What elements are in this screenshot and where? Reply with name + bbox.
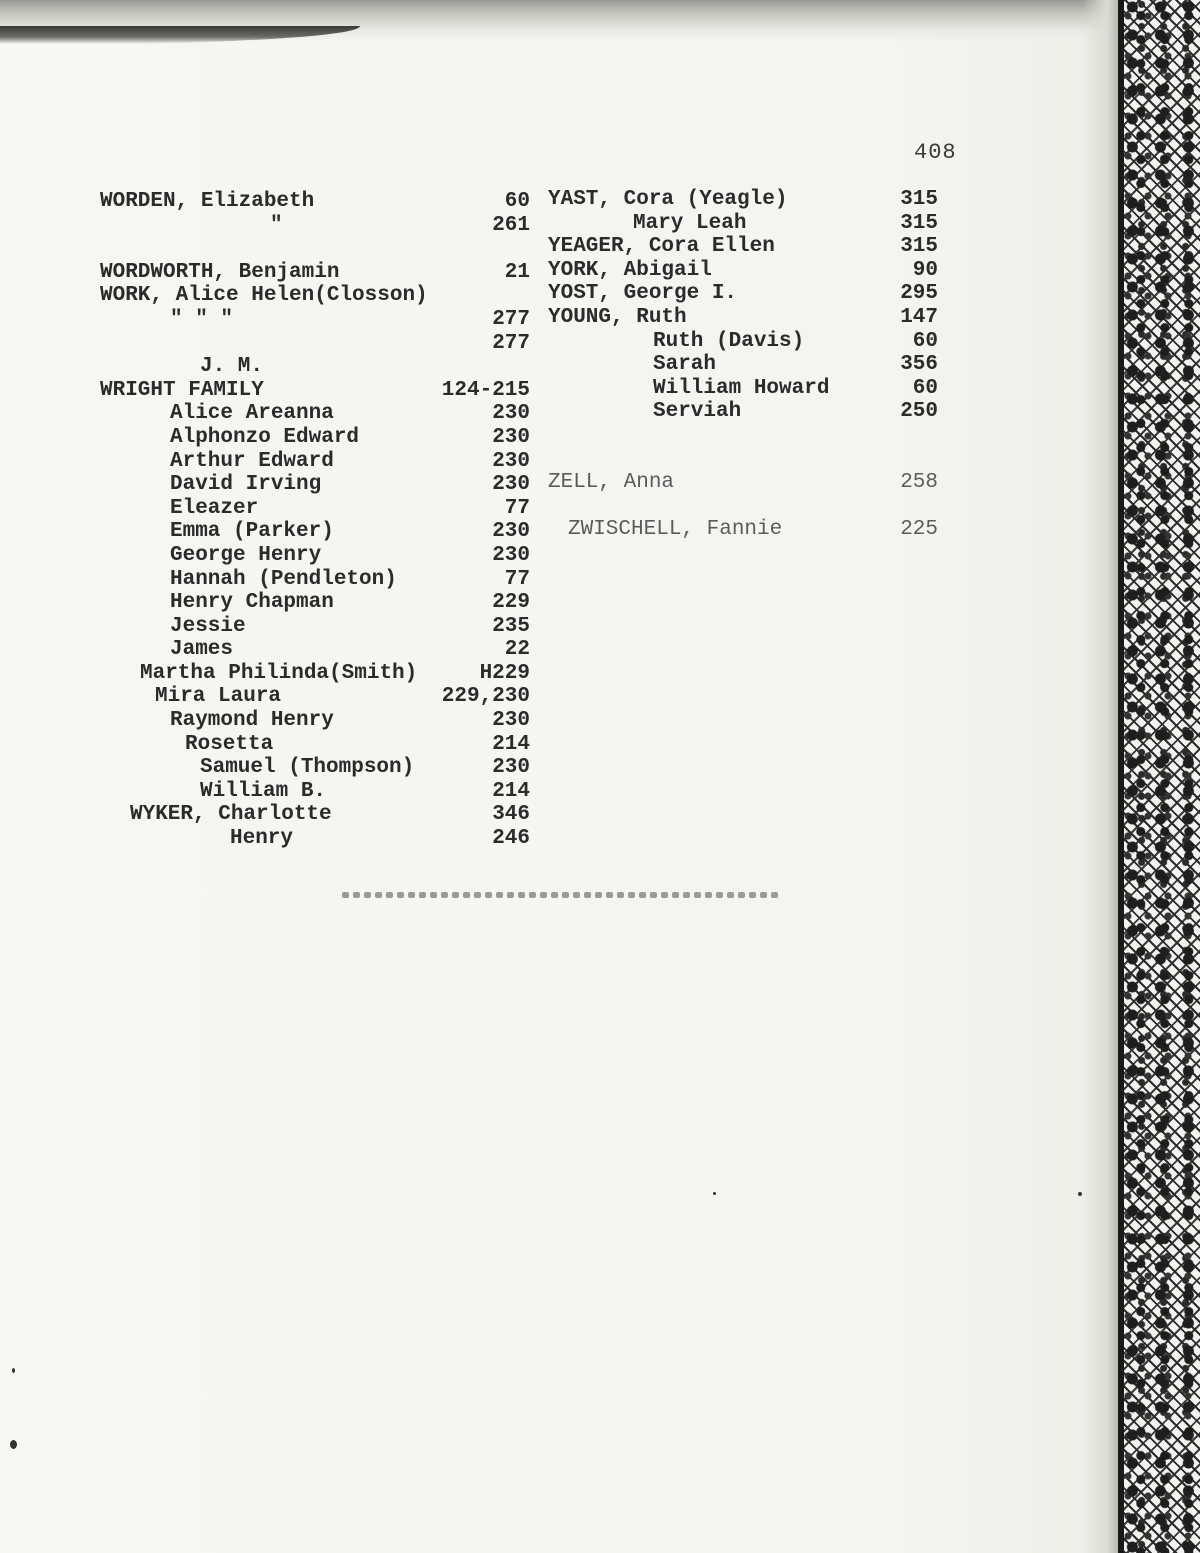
entry-name: Ruth (Davis) <box>653 329 805 353</box>
index-entry <box>548 235 938 259</box>
entry-pages: 261 <box>492 213 530 237</box>
index-entry <box>100 733 530 757</box>
entry-pages: 225 <box>900 518 938 542</box>
index-entry <box>100 591 530 615</box>
entry-name: ZWISCHELL, Fannie <box>568 518 783 542</box>
entry-pages: 214 <box>492 779 530 803</box>
entry-pages: 277 <box>492 331 530 355</box>
entry-pages: 315 <box>900 188 938 211</box>
entry-name: Alphonzo Edward <box>170 425 360 449</box>
entry-name: Henry Chapman <box>170 591 334 615</box>
entry-name: David Irving <box>170 473 322 497</box>
index-entry <box>100 497 530 521</box>
binding-shadow <box>1082 0 1118 1553</box>
ink-speck <box>10 1440 17 1449</box>
index-entry <box>548 424 938 448</box>
entry-name: William Howard <box>653 376 830 400</box>
index-entry <box>100 190 530 214</box>
entry-name: ZELL, Anna <box>548 471 675 495</box>
entry-pages: 230 <box>492 709 530 733</box>
entry-name: Rosetta <box>185 732 274 756</box>
index-entry <box>548 400 938 424</box>
entry-pages: 315 <box>900 235 938 259</box>
entry-pages: 230 <box>492 473 530 497</box>
entry-name: Samuel (Thompson) <box>200 756 415 780</box>
index-entry <box>100 756 530 780</box>
index-entry <box>548 259 938 283</box>
index-column-left <box>100 190 530 851</box>
entry-pages: 346 <box>492 803 530 827</box>
index-entry <box>548 448 938 472</box>
entry-pages: 60 <box>504 190 530 213</box>
entry-pages: 229 <box>492 591 530 615</box>
index-entry <box>548 306 938 330</box>
index-entry <box>100 709 530 733</box>
entry-name: Mira Laura <box>155 685 282 709</box>
entry-pages: 315 <box>900 211 938 235</box>
index-entry <box>548 518 938 542</box>
entry-name: Eleazer <box>170 496 259 520</box>
entry-name: J. M. <box>200 355 264 379</box>
entry-name: Henry <box>230 827 294 851</box>
entry-pages: 147 <box>900 305 938 329</box>
entry-name: Arthur Edward <box>170 449 334 473</box>
faded-typing-mark <box>340 890 780 906</box>
index-entry <box>548 330 938 354</box>
entry-name: WORDWORTH, Benjamin <box>100 260 340 284</box>
index-entry <box>100 638 530 662</box>
entry-pages: H229 <box>479 661 530 685</box>
index-entry <box>548 353 938 377</box>
entry-name: Martha Philinda(Smith) <box>140 661 418 685</box>
entry-pages: 22 <box>504 638 530 662</box>
index-entry <box>100 426 530 450</box>
entry-pages: 230 <box>492 520 530 544</box>
entry-name: YAST, Cora (Yeagle) <box>548 188 788 211</box>
index-entry <box>100 473 530 497</box>
index-entry <box>100 803 530 827</box>
index-entry <box>100 780 530 804</box>
entry-name: WORDEN, Elizabeth <box>100 190 315 213</box>
entry-name: " <box>270 213 283 237</box>
entry-name: YOST, George I. <box>548 282 738 306</box>
entry-pages: 124-215 <box>441 378 530 402</box>
index-entry <box>548 471 938 495</box>
index-entry <box>548 212 938 236</box>
index-entry <box>100 450 530 474</box>
index-column-right <box>548 188 938 542</box>
index-entry <box>100 261 530 285</box>
index-entry <box>100 214 530 238</box>
entry-pages: 295 <box>900 282 938 306</box>
entry-pages: 77 <box>504 567 530 591</box>
entry-pages: 250 <box>900 400 938 424</box>
entry-name: WRIGHT FAMILY <box>100 378 264 402</box>
index-entry <box>100 379 530 403</box>
entry-name: James <box>170 638 234 662</box>
index-entry <box>548 188 938 212</box>
ink-speck <box>713 1192 716 1195</box>
index-entry <box>100 827 530 851</box>
entry-name: YOUNG, Ruth <box>548 305 687 329</box>
entry-pages: 230 <box>492 756 530 780</box>
book-cover-floral-edge <box>1118 0 1200 1553</box>
entry-name: Hannah (Pendleton) <box>170 567 397 591</box>
entry-pages: 277 <box>492 307 530 331</box>
entry-pages: 246 <box>492 827 530 851</box>
ink-speck <box>12 1368 15 1373</box>
entry-name: YORK, Abigail <box>548 258 712 282</box>
entry-name: Mary Leah <box>633 211 747 235</box>
index-entry <box>100 520 530 544</box>
entry-name: William B. <box>200 779 327 803</box>
entry-pages: 77 <box>504 496 530 520</box>
index-entry <box>548 282 938 306</box>
entry-name: Emma (Parker) <box>170 520 334 544</box>
page-number: 408 <box>914 140 957 165</box>
entry-pages: 356 <box>900 353 938 377</box>
index-entry <box>100 284 530 308</box>
entry-name: Jessie <box>170 614 246 638</box>
entry-name: Raymond Henry <box>170 709 334 733</box>
entry-name: Serviah <box>653 400 742 424</box>
index-entry <box>100 568 530 592</box>
entry-pages: 229,230 <box>441 685 530 709</box>
index-entry <box>100 615 530 639</box>
entry-name: Sarah <box>653 353 717 377</box>
entry-pages: 235 <box>492 614 530 638</box>
entry-name: WORK, Alice Helen(Closson) <box>100 284 428 308</box>
index-entry <box>100 662 530 686</box>
entry-pages: 230 <box>492 543 530 567</box>
ink-speck <box>1078 1192 1082 1196</box>
entry-name: " " " <box>170 307 234 331</box>
entry-pages: 60 <box>912 329 938 353</box>
entry-pages: 21 <box>504 260 530 284</box>
entry-pages: 90 <box>912 258 938 282</box>
entry-pages: 214 <box>492 732 530 756</box>
index-entry <box>100 355 530 379</box>
entry-pages: 60 <box>912 376 938 400</box>
entry-pages: 230 <box>492 449 530 473</box>
index-entry <box>548 495 938 519</box>
index-entry <box>100 685 530 709</box>
index-entry <box>100 544 530 568</box>
entry-pages: 230 <box>492 425 530 449</box>
entry-name: WYKER, Charlotte <box>130 803 332 827</box>
index-entry <box>100 237 530 261</box>
entry-name: Alice Areanna <box>170 402 334 426</box>
index-entry <box>100 402 530 426</box>
entry-pages: 258 <box>900 471 938 495</box>
entry-name: YEAGER, Cora Ellen <box>548 235 775 259</box>
page-top-edge-shadow <box>0 0 1118 42</box>
index-entry <box>548 377 938 401</box>
index-entry <box>100 332 530 356</box>
entry-pages: 230 <box>492 402 530 426</box>
index-entry <box>100 308 530 332</box>
entry-name: George Henry <box>170 543 322 567</box>
